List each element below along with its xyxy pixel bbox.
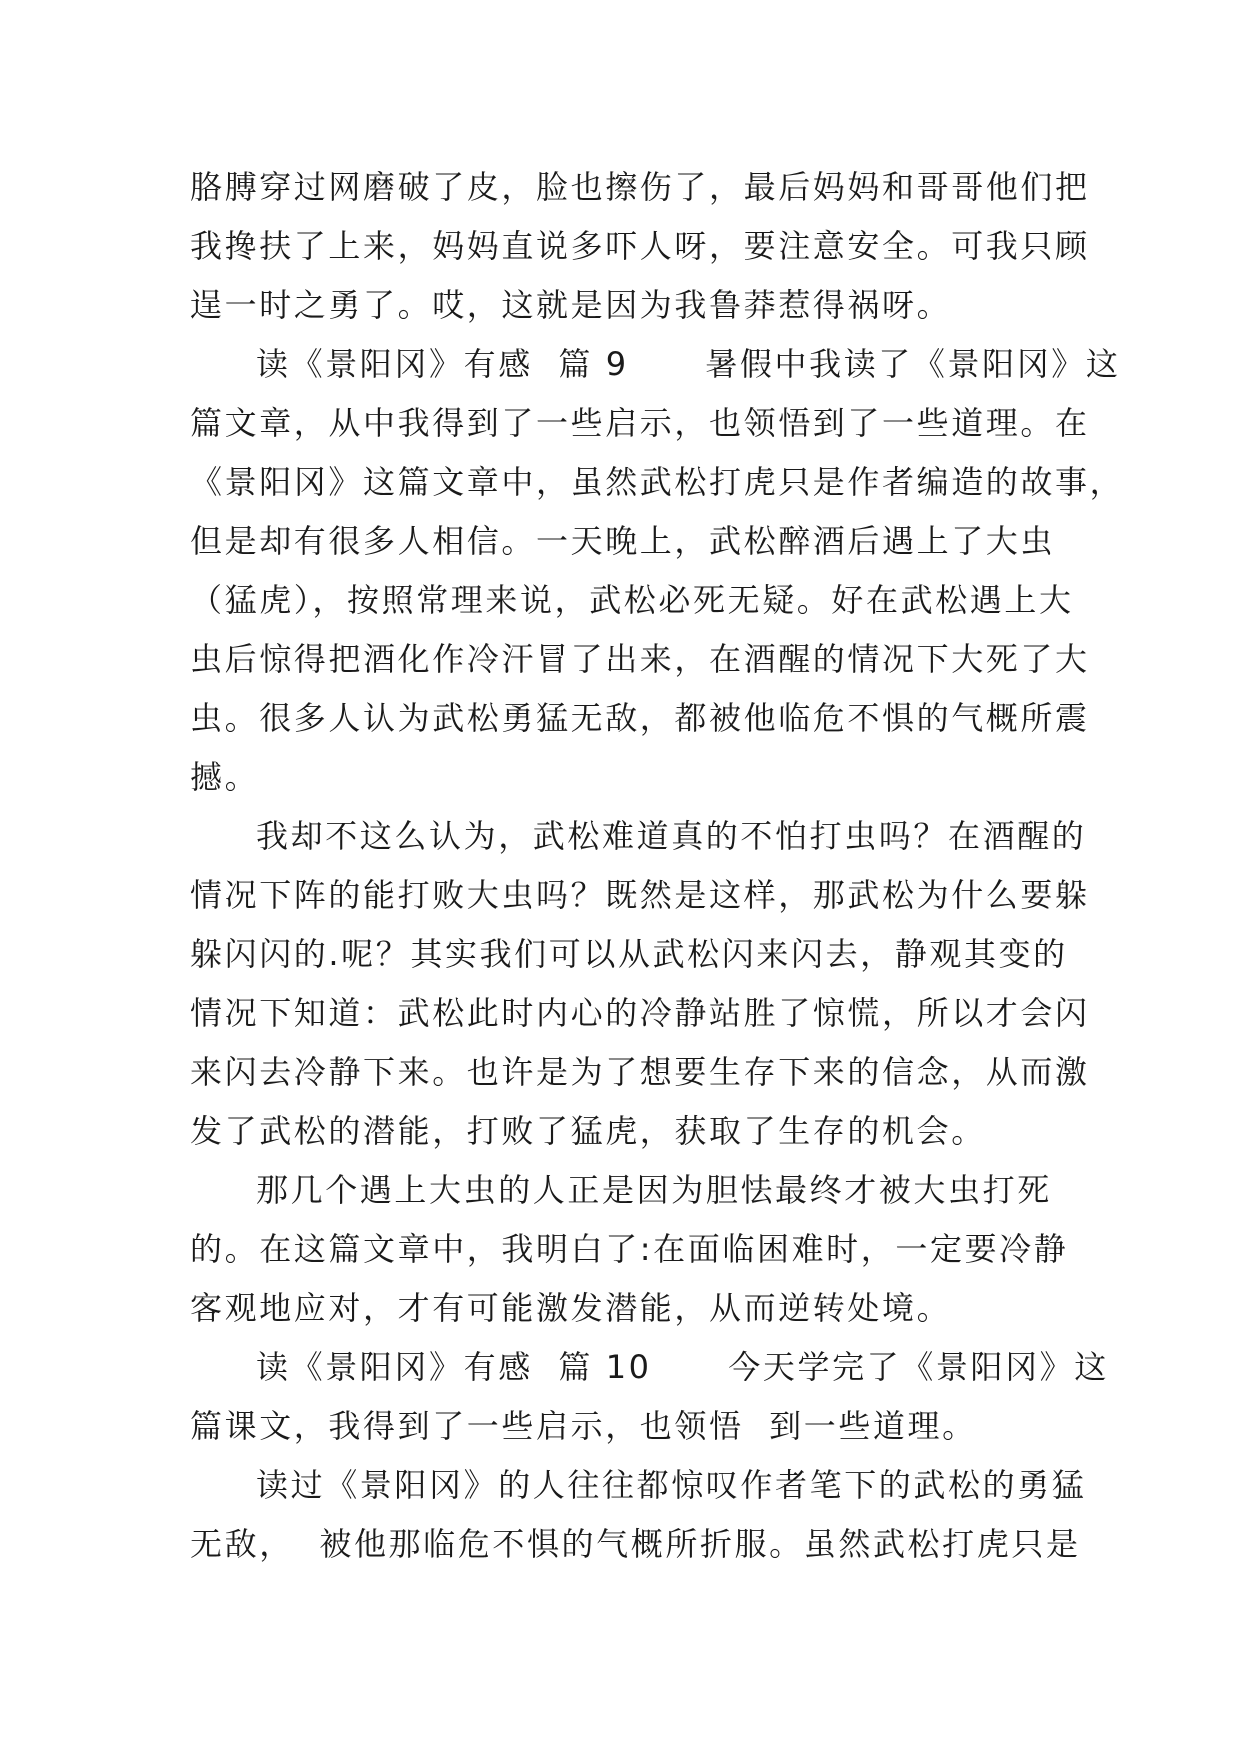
text-line: 客观地应对，才有可能激发潜能，从而逆转处境。 — [190, 1289, 952, 1327]
text-line: 那几个遇上大虫的人正是因为胆怯最终才被大虫打死 — [256, 1171, 1052, 1209]
section-heading-line: 读《景阳冈》有感 篇 9 暑假中我读了《景阳冈》这 — [256, 345, 1121, 383]
text-line: （猛虎），按照常理来说，武松必死无疑。好在武松遇上大 — [190, 581, 1074, 619]
text-line: 虫。很多人认为武松勇猛无敌，都被他临危不惧的气概所震 — [190, 699, 1090, 737]
text-line: 躲闪闪的.呢？其实我们可以从武松闪来闪去，静观其变的 — [190, 935, 1068, 973]
text-line: 发了武松的潜能，打败了猛虎，获取了生存的机会。 — [190, 1112, 986, 1150]
text-line: 来闪去冷静下来。也许是为了想要生存下来的信念，从而激 — [190, 1053, 1090, 1091]
text-line: 篇课文，我得到了一些启示，也领悟 到一些道理。 — [190, 1407, 977, 1445]
text-line: 撼。 — [190, 758, 260, 796]
body-text — [190, 158, 1125, 1574]
text-line: 《景阳冈》这篇文章中，虽然武松打虎只是作者编造的故事， — [190, 463, 1125, 501]
section-heading-line: 读《景阳冈》有感 篇 10 今天学完了《景阳冈》这 — [256, 1348, 1109, 1386]
text-line: 我却不这么认为，武松难道真的不怕打虫吗？在酒醒的 — [256, 817, 1087, 855]
text-line: 胳膊穿过网磨破了皮，脸也擦伤了，最后妈妈和哥哥他们把 — [190, 168, 1090, 206]
text-line: 情况下阵的能打败大虫吗？既然是这样，那武松为什么要躲 — [190, 876, 1090, 914]
text-line: 虫后惊得把酒化作冷汗冒了出来，在酒醒的情况下大死了大 — [190, 640, 1090, 678]
text-line: 我搀扶了上来，妈妈直说多吓人呀，要注意安全。可我只顾 — [190, 227, 1090, 265]
text-line: 篇文章，从中我得到了一些启示，也领悟到了一些道理。在 — [190, 404, 1090, 442]
text-line: 逞一时之勇了。哎，这就是因为我鲁莽惹得祸呀。 — [190, 286, 952, 324]
text-line: 的。在这篇文章中，我明白了:在面临困难时，一定要冷静 — [190, 1230, 1069, 1268]
text-line: 无敌， 被他那临危不惧的气概所折服。虽然武松打虎只是 — [190, 1525, 1081, 1563]
text-line: 但是却有很多人相信。一天晚上，武松醉酒后遇上了大虫 — [190, 522, 1056, 560]
text-line: 情况下知道：武松此时内心的冷静站胜了惊慌，所以才会闪 — [190, 994, 1090, 1032]
text-line: 读过《景阳冈》的人往往都惊叹作者笔下的武松的勇猛 — [256, 1466, 1087, 1504]
